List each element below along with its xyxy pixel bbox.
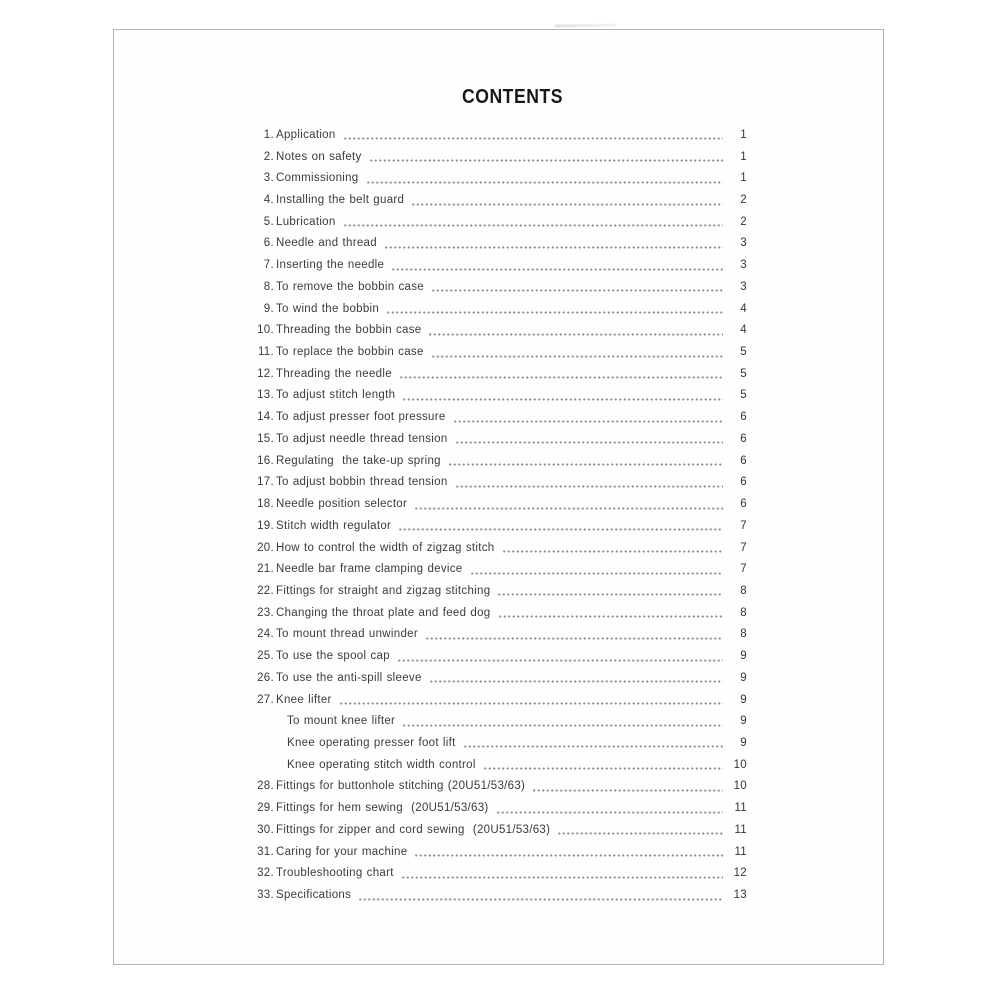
toc-entry-page: 10 xyxy=(733,758,747,771)
dot-leader xyxy=(401,876,723,879)
toc-subentry xyxy=(256,754,747,776)
toc-entry-page: 2 xyxy=(740,215,747,228)
dot-leader xyxy=(557,832,723,835)
toc-entry-page: 11 xyxy=(734,802,747,815)
toc-entry-label: How to control the width of zigzag stitch xyxy=(276,541,495,554)
dot-leader xyxy=(431,355,723,358)
toc-entry-number: 20. xyxy=(257,541,274,554)
dot-leader xyxy=(455,441,723,444)
toc-entry-label: Fittings for buttonhole stitching (20U51/53/63) xyxy=(276,780,526,793)
toc-entry-page: 1 xyxy=(740,172,747,185)
toc-entry-page: 11 xyxy=(734,845,747,858)
toc-entry-page: 5 xyxy=(740,389,747,402)
toc-entry xyxy=(256,428,747,450)
dot-leader xyxy=(414,854,723,857)
toc-entry-number: 12. xyxy=(257,367,274,380)
toc-entry-page: 9 xyxy=(740,693,747,706)
toc-entry-page: 1 xyxy=(740,128,747,141)
toc-entry-page: 6 xyxy=(740,476,747,489)
dot-leader xyxy=(498,615,724,618)
dot-leader xyxy=(398,528,723,531)
toc-entry xyxy=(256,233,747,255)
dot-leader xyxy=(414,507,723,510)
toc-entry-label: To use the spool cap xyxy=(276,650,390,663)
dot-leader xyxy=(431,289,723,292)
toc-entry-label: To adjust stitch length xyxy=(276,389,396,402)
toc-entry-page: 9 xyxy=(740,650,747,663)
toc-entry-number: 22. xyxy=(257,584,274,597)
toc-entry-number: 8. xyxy=(263,280,274,293)
dot-leader xyxy=(391,268,723,271)
toc-entry-number: 30. xyxy=(257,823,274,836)
toc-entry-page: 8 xyxy=(740,584,747,597)
toc-list xyxy=(256,124,747,906)
toc-entry-page: 6 xyxy=(740,411,747,424)
toc-entry xyxy=(256,319,747,341)
toc-entry-number: 11. xyxy=(257,346,274,359)
toc-entry xyxy=(256,624,747,646)
toc-subentry xyxy=(256,732,747,754)
toc-entry-label: Needle bar frame clamping device xyxy=(276,563,463,576)
toc-entry xyxy=(256,254,747,276)
toc-entry-label: Specifications xyxy=(276,889,352,902)
dot-leader xyxy=(386,311,723,314)
toc-entry-page: 13 xyxy=(733,889,747,902)
toc-entry-label: Fittings for hem sewing (20U51/53/63) xyxy=(276,802,489,815)
toc-entry-page: 4 xyxy=(740,324,747,337)
toc-entry-page: 8 xyxy=(740,606,747,619)
toc-entry xyxy=(256,667,747,689)
toc-entry-number: 2. xyxy=(263,150,274,163)
toc-entry-label: Fittings for straight and zigzag stitching xyxy=(276,584,491,597)
toc-entry-label: Troubleshooting chart xyxy=(276,867,394,880)
toc-entry-label: Notes on safety xyxy=(276,150,362,163)
toc-entry-label: Needle and thread xyxy=(276,237,377,250)
toc-entry xyxy=(256,689,747,711)
toc-entry xyxy=(256,515,747,537)
toc-entry xyxy=(256,146,747,168)
toc-entry-number: 7. xyxy=(263,259,274,272)
toc-entry-label: Needle position selector xyxy=(276,498,408,511)
toc-entry xyxy=(256,341,747,363)
toc-entry-page: 6 xyxy=(740,432,747,445)
dot-leader xyxy=(429,680,723,683)
toc-entry xyxy=(256,602,747,624)
toc-entry xyxy=(256,472,747,494)
dot-leader xyxy=(502,550,724,553)
dot-leader xyxy=(411,203,723,206)
toc-entry-page: 5 xyxy=(740,367,747,380)
dot-leader xyxy=(369,159,723,162)
toc-entry xyxy=(256,211,747,233)
toc-entry-number: 15. xyxy=(257,432,274,445)
dot-leader xyxy=(455,485,723,488)
toc-entry-number: 18. xyxy=(257,498,274,511)
toc-entry xyxy=(256,124,747,146)
toc-entry xyxy=(256,797,747,819)
toc-entry-label: To mount thread unwinder xyxy=(276,628,418,641)
dot-leader xyxy=(453,420,723,423)
dot-leader xyxy=(358,898,723,901)
toc-entry-label: Stitch width regulator xyxy=(276,519,392,532)
toc-entry-page: 3 xyxy=(740,280,747,293)
toc-entry xyxy=(256,298,747,320)
dot-leader xyxy=(366,181,723,184)
toc-entry-number: 27. xyxy=(257,693,274,706)
toc-entry-number: 1. xyxy=(263,128,274,141)
toc-entry xyxy=(256,580,747,602)
toc-subentry xyxy=(256,710,747,732)
toc-entry-number: 33. xyxy=(257,889,274,902)
toc-entry-label: Application xyxy=(276,128,336,141)
toc-entry-label: To remove the bobbin case xyxy=(276,280,424,293)
toc-entry-label: Inserting the needle xyxy=(276,259,385,272)
toc-entry-number: 9. xyxy=(263,302,274,315)
toc-entry xyxy=(256,167,747,189)
toc-entry xyxy=(256,276,747,298)
toc-entry-page: 7 xyxy=(740,519,747,532)
dot-leader xyxy=(402,398,723,401)
toc-entry-page: 12 xyxy=(733,867,747,880)
toc-entry xyxy=(256,862,747,884)
toc-entry-label: Regulating the take-up spring xyxy=(276,454,441,467)
dot-leader xyxy=(532,789,723,792)
toc-entry-label: Threading the bobbin case xyxy=(276,324,422,337)
toc-entry xyxy=(256,776,747,798)
toc-entry-label: To wind the bobbin xyxy=(276,302,380,315)
toc-entry xyxy=(256,819,747,841)
toc-entry-label: To replace the bobbin case xyxy=(276,346,424,359)
toc-entry-label: Knee operating stitch width control xyxy=(287,758,476,771)
toc-entry-page: 7 xyxy=(740,541,747,554)
toc-entry-page: 2 xyxy=(740,194,747,207)
toc-entry-label: To mount knee lifter xyxy=(287,715,396,728)
toc-entry xyxy=(256,406,747,428)
dot-leader xyxy=(428,333,723,336)
toc-entry-page: 5 xyxy=(740,346,747,359)
toc-entry-page: 4 xyxy=(740,302,747,315)
toc-entry-number: 31. xyxy=(257,845,274,858)
dot-leader xyxy=(397,659,723,662)
toc-entry-page: 1 xyxy=(740,150,747,163)
toc-entry-label: Knee lifter xyxy=(276,693,332,706)
toc-entry-number: 3. xyxy=(263,172,274,185)
toc-entry-page: 8 xyxy=(740,628,747,641)
toc-entry xyxy=(256,189,747,211)
toc-entry-number: 16. xyxy=(257,454,274,467)
toc-entry-number: 17. xyxy=(257,476,274,489)
toc-entry-label: To adjust bobbin thread tension xyxy=(276,476,448,489)
toc-entry xyxy=(256,385,747,407)
toc-entry xyxy=(256,493,747,515)
toc-entry-label: To adjust presser foot pressure xyxy=(276,411,446,424)
toc-entry-page: 7 xyxy=(740,563,747,576)
toc-entry-page: 6 xyxy=(740,498,747,511)
dot-leader xyxy=(463,745,723,748)
toc-entry-page: 6 xyxy=(740,454,747,467)
toc-entry-number: 26. xyxy=(257,671,274,684)
toc-entry-label: Changing the throat plate and feed dog xyxy=(276,606,491,619)
toc-entry-label: Fittings for zipper and cord sewing (20U51/53/63) xyxy=(276,823,551,836)
toc-entry-label: Caring for your machine xyxy=(276,845,408,858)
toc-entry-label: To use the anti-spill sleeve xyxy=(276,671,422,684)
toc-entry-label: Knee operating presser foot lift xyxy=(287,736,456,749)
scan-artifact xyxy=(555,23,617,27)
toc-entry-number: 29. xyxy=(257,802,274,815)
toc-entry-number: 25. xyxy=(257,650,274,663)
document-page xyxy=(113,29,884,965)
toc-entry xyxy=(256,450,747,472)
dot-leader xyxy=(384,246,723,249)
dot-leader xyxy=(496,811,723,814)
toc-entry-page: 9 xyxy=(740,715,747,728)
toc-entry-label: Installing the belt guard xyxy=(276,194,405,207)
dot-leader xyxy=(343,224,723,227)
toc-entry-number: 6. xyxy=(263,237,274,250)
toc-entry-number: 4. xyxy=(263,194,274,207)
dot-leader xyxy=(483,767,723,770)
toc-entry xyxy=(256,841,747,863)
toc-entry-number: 13. xyxy=(257,389,274,402)
toc-entry xyxy=(256,645,747,667)
toc-entry-label: Threading the needle xyxy=(276,367,392,380)
page-title: CONTENTS xyxy=(461,86,564,108)
toc-entry-label: To adjust needle thread tension xyxy=(276,432,448,445)
dot-leader xyxy=(399,376,723,379)
toc-entry-number: 10. xyxy=(257,324,274,337)
toc-entry-page: 9 xyxy=(740,671,747,684)
toc-entry-page: 3 xyxy=(740,259,747,272)
dot-leader xyxy=(497,593,723,596)
toc-entry-number: 5. xyxy=(263,215,274,228)
toc-entry-number: 28. xyxy=(257,780,274,793)
dot-leader xyxy=(402,724,723,727)
toc-entry-number: 14. xyxy=(257,411,274,424)
toc-entry-number: 21. xyxy=(257,563,274,576)
toc-entry-page: 10 xyxy=(733,780,747,793)
dot-leader xyxy=(470,572,723,575)
toc-entry-page: 9 xyxy=(740,736,747,749)
toc-entry-label: Commissioning xyxy=(276,172,359,185)
toc-entry xyxy=(256,884,747,906)
toc-entry-number: 19. xyxy=(257,519,274,532)
toc-entry-page: 3 xyxy=(740,237,747,250)
dot-leader xyxy=(339,702,723,705)
dot-leader xyxy=(425,637,723,640)
toc-entry xyxy=(256,363,747,385)
toc-entry-number: 23. xyxy=(257,606,274,619)
toc-entry-number: 32. xyxy=(257,867,274,880)
toc-entry xyxy=(256,537,747,559)
toc-entry-page: 11 xyxy=(734,823,747,836)
dot-leader xyxy=(343,137,723,140)
toc-entry xyxy=(256,558,747,580)
toc-entry-number: 24. xyxy=(257,628,274,641)
toc-entry-label: Lubrication xyxy=(276,215,336,228)
dot-leader xyxy=(448,463,723,466)
